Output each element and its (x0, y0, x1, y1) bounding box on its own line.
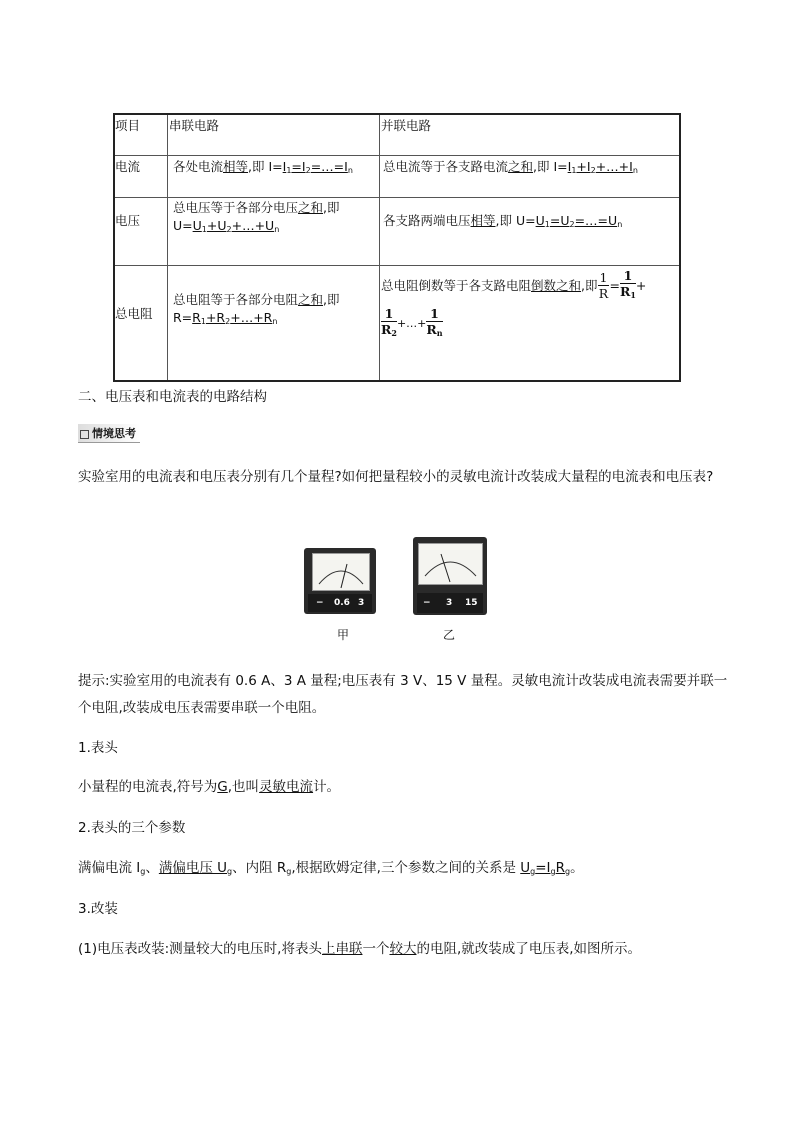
text: 。 (570, 860, 584, 876)
s1-text (78, 777, 728, 797)
underlined-text: 之和 (298, 292, 324, 307)
comparison-table (113, 113, 681, 382)
series-voltage-formula: $U_1+U_2+\dots+U_n$ (192, 218, 280, 234)
text: ,即 I= (248, 159, 283, 174)
text: ,即 I= (533, 159, 568, 174)
numerator: 1 (381, 307, 397, 322)
parallel-current-formula: $I_1+I_2+\dots+I_n$ (567, 159, 638, 175)
subscript: g (227, 867, 233, 876)
header-series: 串联电路 (169, 118, 220, 133)
text: (1)电压表改装:测量较大的电压时,将表头 (78, 941, 322, 957)
text: ,即 (323, 292, 340, 307)
terminal-label: 3 (446, 598, 453, 608)
row-label-voltage: 电压 (115, 213, 141, 228)
current-series-cell (173, 158, 353, 180)
s2-text (78, 858, 728, 882)
section-title: 二、电压表和电流表的电路结构 (78, 389, 267, 405)
numerator: 1 (620, 269, 636, 284)
terminal-label: − (423, 598, 431, 608)
subscript: 1 (630, 290, 636, 300)
underlined-text: 倒数之和 (531, 278, 582, 293)
terminal-label: 3 (358, 598, 365, 608)
resistance-parallel-cell (381, 269, 646, 341)
subscript: 2 (391, 328, 397, 338)
hint-text: 提示:实验室用的电流表有 0.6 A、3 A 量程;电压表有 3 V、15 V 量程。灵敏电流计改装成电流表需要并联一个电阻,改装成电压表需要串联一个电阻。 (78, 673, 728, 716)
subscript: n (436, 328, 443, 338)
parallel-voltage-formula: $U_1=U_2=\dots=U_n$ (535, 213, 623, 229)
voltmeter-image (413, 537, 487, 615)
text: 各支路两端电压 (383, 213, 471, 228)
caption-yi: 乙 (443, 628, 456, 642)
text: 满偏电压 U (158, 860, 228, 876)
row-label-current: 电流 (115, 159, 141, 174)
text: 、内阻 R (232, 860, 287, 876)
text: 总电阻倒数等于各支路电阻 (381, 278, 532, 293)
text: ,根据欧姆定律,三个参数之间的关系是 (291, 860, 521, 876)
plus-sign: + (635, 278, 647, 293)
text: 总电流等于各支路电流 (383, 159, 509, 174)
voltage-parallel-cell (383, 212, 622, 234)
terminal-label: 15 (465, 598, 478, 608)
row-label-resistance: 总电阻 (115, 306, 153, 321)
fraction-1-over-R2 (381, 307, 397, 341)
meter-face (418, 543, 483, 585)
text: ,也叫 (227, 779, 260, 795)
question-text: 实验室用的电流表和电压表分别有几个量程?如何把量程较小的灵敏电流计改装成大量程的电流表和电压表? (78, 469, 714, 485)
subscript: g (286, 867, 292, 876)
text: 小量程的电流表,符号为 (78, 779, 218, 795)
r-symbol: R (426, 322, 437, 337)
text: ,即 (323, 200, 340, 215)
tag-label: 情境思考 (92, 427, 136, 440)
ammeter-image (304, 548, 376, 614)
underlined-text: 上串联 (321, 941, 363, 957)
text: 计。 (313, 779, 341, 795)
ellipsis-plus: +…+ (396, 317, 427, 330)
series-current-formula: $I_1=I_2=\dots=I_n$ (282, 159, 353, 175)
terminal-label: − (316, 598, 324, 608)
underlined-text: 相等 (470, 213, 496, 228)
denominator (381, 322, 397, 341)
header-item: 项目 (115, 118, 141, 133)
subscript: g (140, 867, 146, 876)
table-divider (115, 265, 679, 266)
equals-sign: = (609, 278, 620, 293)
fraction-1-over-R (598, 271, 610, 301)
numerator: 1 (599, 270, 608, 285)
underlined-text: 灵敏电流 (259, 779, 314, 795)
meter-face (312, 553, 370, 591)
s3-text (78, 939, 728, 959)
ohm-relation-formula: $U_g=I_gR_g$ (520, 860, 571, 876)
voltage-series-cell (173, 199, 340, 239)
text: 满偏电流 I (78, 860, 141, 876)
resistance-series-cell (173, 291, 340, 331)
denominator: R (598, 286, 609, 301)
underlined-text (159, 860, 232, 876)
text: 的电阻,就改装成了电压表,如图所示。 (416, 941, 642, 957)
caption-jia: 甲 (337, 628, 350, 642)
table-divider (115, 155, 679, 156)
underlined-text: G (217, 779, 228, 795)
text: U= (173, 218, 193, 233)
fraction-1-over-R1 (620, 269, 636, 303)
r-symbol: R (381, 322, 392, 337)
text: ,即 (581, 278, 598, 293)
text: 一个 (362, 941, 390, 957)
box-icon (80, 430, 89, 439)
underlined-text: 相等 (223, 159, 249, 174)
denominator (426, 322, 442, 341)
text: ,即 U= (495, 213, 536, 228)
r-symbol: R (619, 284, 631, 299)
series-resistance-formula: $R_1+R_2+\dots+R_n$ (192, 310, 278, 326)
text: 各处电流 (173, 159, 224, 174)
meter-scale-icon (419, 544, 482, 584)
underlined-text: 较大 (389, 941, 417, 957)
underlined-text: 之和 (508, 159, 534, 174)
situation-tag (78, 424, 140, 443)
meter-scale-icon (313, 554, 369, 590)
text: 总电阻等于各部分电阻 (173, 292, 299, 307)
terminal-label: 0.6 (334, 598, 350, 608)
s2-title: 2.表头的三个参数 (78, 820, 186, 836)
numerator: 1 (426, 307, 442, 322)
s1-title: 1.表头 (78, 740, 118, 756)
text: R= (173, 310, 193, 325)
underlined-text: 之和 (298, 200, 324, 215)
text: 总电压等于各部分电压 (173, 200, 299, 215)
text: 、 (145, 860, 159, 876)
header-parallel: 并联电路 (381, 118, 432, 133)
denominator (620, 284, 636, 303)
fraction-1-over-Rn (426, 307, 442, 341)
s3-title: 3.改装 (78, 901, 118, 917)
current-parallel-cell (383, 158, 638, 180)
table-divider (115, 197, 679, 198)
